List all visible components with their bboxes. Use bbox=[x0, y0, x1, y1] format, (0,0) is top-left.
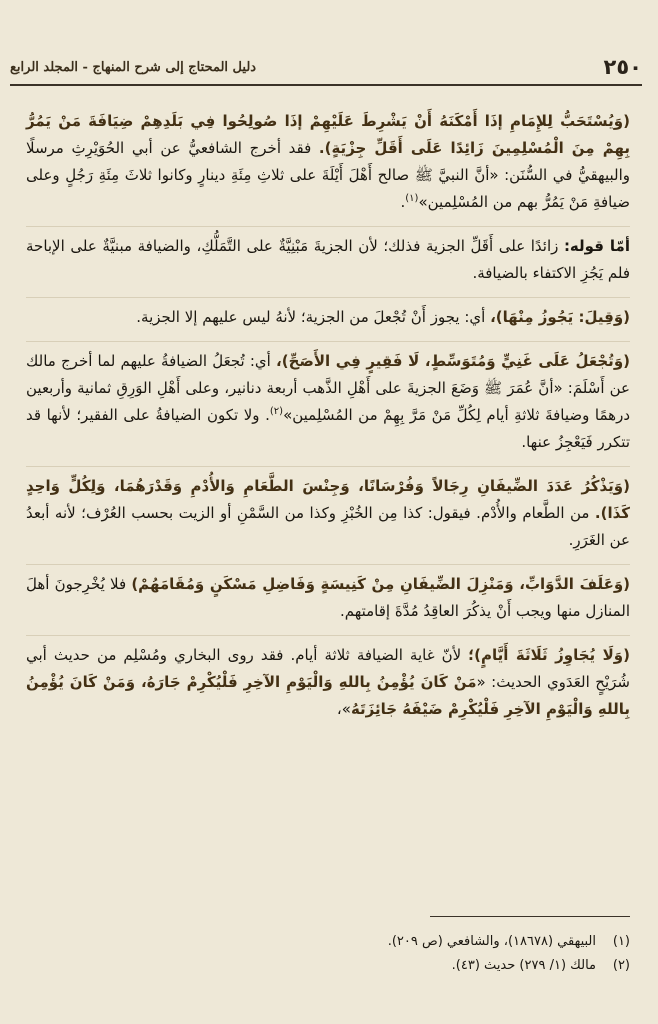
commentary-tail: »، bbox=[336, 700, 351, 718]
footnote-text: مالك (١/ ٢٧٩) حديث (٤٣). bbox=[451, 958, 596, 973]
commentary-text: فقد أخرج الشافعيُّ عن أبي الحُوَيْرِثِ مرسلًا والبيهقيُّ في السُّنَن: «أنَّ النبيَّ ﷺ صالح أَهْلَ أَيْلَةَ على ثلاثِ مِئَةِ دينارٍ وكانوا ثلاثَ مِئَةِ رَجُلٍ وعلى ضيافةِ مَنْ يَمُرُّ بهم من المُسْلِمين» bbox=[26, 139, 630, 211]
lead-text: أمّا قوله: bbox=[563, 237, 630, 255]
commentary-tail: . bbox=[400, 193, 406, 211]
footnote-number: (١) bbox=[612, 934, 630, 949]
commentary-tail: . ولا تكون الضيافةُ على الفقير؛ لأنها قد تتكرر فَيَعْجِزُ عنها. bbox=[26, 406, 630, 451]
paragraph-3 bbox=[26, 297, 630, 331]
commentary-text: زائدًا على أَقَلِّ الجزية فذلك؛ لأن الجزيةَ مَبْنِيَّةٌ على التَّمَلُّكِ، والضيافة مبنيَّةٌ على الإباحة فلم يَجُزِ الاكتفاء بالضيافة. bbox=[26, 237, 630, 282]
footnote-text: البيهقي (١٨٦٧٨)، والشافعي (ص ٢٠٩). bbox=[387, 934, 596, 949]
running-title: دليل المحتاج إلى شرح المنهاج - المجلد الرابع bbox=[10, 59, 257, 75]
commentary-text: لأنّ غاية الضيافة ثلاثة أيام. فقد روى البخاري ومُسْلِم من حديث أبي شُرَيْحٍ العَدَوي الحديث: « bbox=[26, 646, 630, 691]
paragraph-2 bbox=[26, 226, 630, 287]
paragraph-4 bbox=[26, 341, 630, 456]
footnotes bbox=[26, 930, 630, 978]
matn-text: (وَقِيلَ: يَجُوزُ مِنْهَا)، bbox=[490, 308, 630, 326]
matn-text: (وَتُجْعَلُ عَلَى غَنِيٍّ وَمُتَوَسِّطٍ، لَا فَقِيرٍ فِي الأَصَحِّ)، bbox=[276, 352, 630, 370]
footnote-1 bbox=[26, 930, 630, 954]
footnote-number: (٢) bbox=[612, 958, 630, 973]
page-header bbox=[10, 50, 642, 86]
matn-text: (وَلَا يُجَاوِزُ ثَلَاثَةَ أَيَّامٍ)؛ bbox=[468, 646, 630, 664]
commentary-text: أي: يجوز أَنْ تُجْعلَ من الجزية؛ لأنهُ ليس عليهم إلا الجزية. bbox=[136, 308, 491, 326]
page-number: ٢٥٠ bbox=[603, 55, 642, 79]
hadith-quote: مَنْ كَانَ يُؤْمِنُ بِاللهِ وَالْيَوْمِ الآخِرِ فَلْيُكْرِمْ جَارَهُ، وَمَنْ كَانَ يُؤْمِنُ بِاللهِ وَالْيَوْمِ الآخِرِ فَلْيُكْرِمْ ضَيْفَهُ جَائِزَتَهُ bbox=[26, 673, 630, 718]
paragraph-1 bbox=[26, 108, 630, 216]
paragraph-6 bbox=[26, 564, 630, 625]
footnote-ref: (٢) bbox=[269, 406, 284, 417]
footnote-2 bbox=[26, 954, 630, 978]
paragraph-7 bbox=[26, 635, 630, 723]
matn-text: (وَيُسْتَحَبُّ لِلإِمَامِ إذَا أَمْكَنَهُ أَنْ يَشْرِطَ عَلَيْهِمْ إذَا صُولِحُوا فِي بَلَدِهِمْ ضِيَافَةَ مَنْ يَمُرُّ بِهِمْ مِنَ الْمُسْلِمِينَ زَائِدًا عَلَى أَقَلِّ جِزْيَةٍ). bbox=[26, 112, 630, 157]
matn-text: (وَيَذْكُرُ عَدَدَ الضِّيفَانِ رِجَالاً وَفُرْسَانًا، وَجِنْسَ الطَّعَامِ وَالأُدْمِ وَقَدْرَهُمَا، وَلِكُلٍّ وَاحِدٍ كَذَا). bbox=[26, 477, 630, 522]
commentary-text: فلا يُخْرِجونَ أهلَ المنازل منها ويجب أَنْ يذكُرَ العاقِدُ مُدَّةَ إقامتهم. bbox=[26, 575, 630, 620]
commentary-text: من الطَّعام والأُدْم. فيقول: كذا مِن الخُبْزِ وكذا من السَّمْنِ أو الزيت بحسب العُرْف؛ لأنه أبعدُ عن الغَرَرِ. bbox=[26, 504, 630, 549]
commentary-text: أي: تُجعَلُ الضيافةُ عليهم لما أخرج مالك عن أَسْلَمَ: «أنَّ عُمَرَ ﷺ وَضَعَ الجزيةَ على أَهْلِ الذَّهب أربعة دنانير، وعلى أَهْلِ الوَرِقِ ثمانية وأربعين درهمًا وضيافةَ ثلاثةِ أيام لِكُلِّ مَنْ مَرَّ بِهِمْ من المُسْلِمين» bbox=[26, 352, 630, 424]
main-text bbox=[26, 108, 630, 733]
matn-text: (وَعَلَفَ الدَّوَابِّ، وَمَنْزِلَ الضِّيفَانِ مِنْ كَنِيسَةٍ وَفَاضِلِ مَسْكَنٍ وَمُقَامَهُمْ) bbox=[131, 575, 630, 593]
paragraph-5 bbox=[26, 466, 630, 554]
footnote-divider bbox=[430, 916, 630, 917]
footnote-ref: (١) bbox=[405, 193, 419, 204]
